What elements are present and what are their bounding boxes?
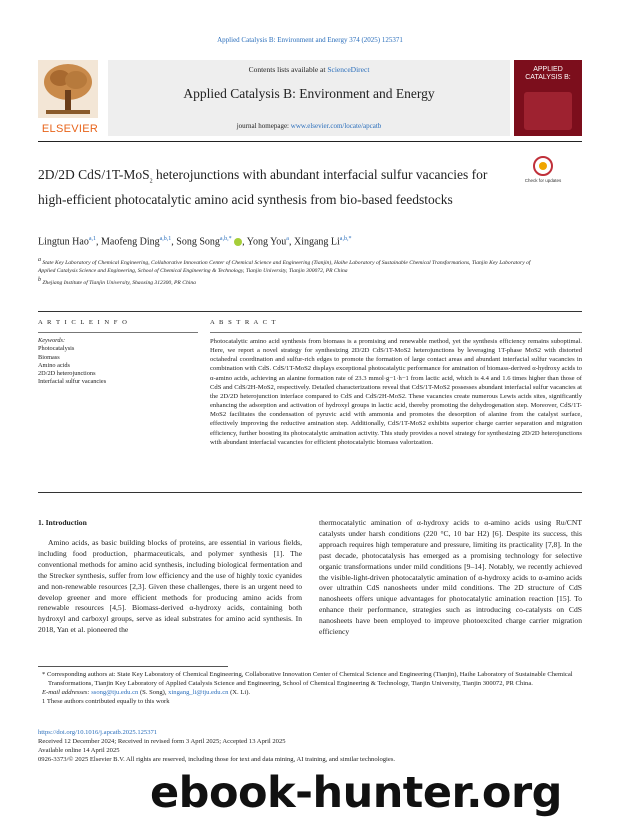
email-link-song[interactable]: ssong@tju.edu.cn [91,688,139,696]
affiliation-text: State Key Laboratory of Chemical Engineering, Collaborative Innovation Center of Chemical Science and Engineering (Tianjin), Haihe Laboratory of Sustainable Chemical Transformations, Tianjin Key Laboratory of Applied Catalysis Science and Engineering, School of Chemical Engineering & Technology, Tianjin University, Tianjin 300072, PR China [38,259,531,275]
section-divider [38,311,582,312]
keywords-block [38,337,198,387]
author-affiliation-marker[interactable]: a,b,* [219,236,232,242]
elsevier-logo [38,60,102,136]
journal-title: Applied Catalysis B: Environment and Energy [183,86,435,101]
email-link-li[interactable]: xingang_li@tju.edu.cn [168,688,229,696]
received-dates: Received 12 December 2024; Received in revised form 3 April 2025; Accepted 13 April 2025 [38,738,286,745]
cover-title [514,66,582,82]
author-name[interactable]: Xingang Li [293,236,340,248]
abstract-heading: A B S T R A C T [210,319,278,326]
check-updates-icon [533,156,553,176]
email-owner: (S. Song), [138,688,169,696]
check-for-updates-button[interactable] [523,156,563,190]
article-history [38,728,582,764]
article-title [38,166,498,208]
elsevier-tree-icon [38,60,98,118]
email-label: E-mail addresses: [42,688,92,696]
doi-link[interactable]: https://doi.org/10.1016/j.apcatb.2025.125371 [38,729,158,736]
keyword: Interfacial sulfur vacancies [38,378,107,386]
copyright: 0926-3373/© 2025 Elsevier B.V. All rights are reserved, including those for text and data mining, AI training, and similar technologies. [38,756,396,763]
contents-prefix: Contents lists available at [248,65,328,74]
cover-title-line: APPLIED [533,66,563,73]
email-note [38,689,582,698]
introduction-left-column: Amino acids, as basic building blocks of proteins, are essential in various fields, including food production, pharmaceuticals, and polymer synthesis [1]. The conventional methods for amino acid synthesis, including biological fermentation and the Strecker synthesis, suffer from low efficiency and the use of highly toxic cyanides and non-renewable resources [2,3]. Given these challenges, there is an urgent need to develop greener and more efficient methods for producing amino acids from renewable resources [4,5]. Biomass-derived α-hydroxy acids, containing both hydroxyl and carboxyl groups, serve as ideal substrates for amino acid synthesis. In 2018, Yan et al. pioneered the [38,538,302,635]
affiliation-b [38,276,548,287]
check-updates-label: Check for updates [524,178,562,183]
sciencedirect-link[interactable]: ScienceDirect [327,65,370,74]
author-name[interactable]: Maofeng Ding [101,236,160,248]
journal-reference-link[interactable]: Applied Catalysis B: Environment and Energy 374 (2025) 125371 [217,36,403,44]
cover-graphic [524,92,572,130]
email-owner: (X. Li). [228,688,251,696]
author-name[interactable]: Lingtun Hao [38,236,89,248]
author-affiliation-marker[interactable]: a,b,1 [159,236,172,242]
header-divider [38,141,582,142]
affiliation-a [38,256,548,276]
abstract-divider [210,332,582,333]
title-part1: 2D/2D CdS/1T-MoS [38,167,150,182]
article-info-heading: A R T I C L E I N F O [38,319,129,326]
keywords-label: Keywords: [38,337,66,344]
author-affiliation-marker[interactable]: a,b,* [339,236,352,242]
orcid-icon[interactable] [234,238,242,246]
author-name[interactable]: Song Song [176,236,220,248]
introduction-heading: 1. Introduction [38,518,87,527]
affiliation-label: b [38,276,41,283]
journal-header-box [108,60,510,136]
keyword: Amino acids [38,361,71,369]
affiliation-text: Zhejiang Institute of Tianjin University, Shaoxing 312300, PR China [42,279,196,286]
journal-cover-thumbnail[interactable] [514,60,582,136]
journal-masthead [38,60,582,138]
author-name[interactable]: Yong You [246,236,287,248]
title-part2: heterojunctions with abundant interfacial sulfur vacancies for high-efficient photocatalytic amino acid synthesis from bio-based feedstocks [38,167,488,207]
footnotes [38,671,582,707]
elsevier-wordmark: ELSEVIER [41,123,99,135]
article-info-divider [38,332,198,333]
homepage-line [108,122,510,130]
footnote-divider [38,666,228,667]
equal-contribution-note: 1 These authors contributed equally to this work [42,697,170,705]
journal-homepage-link[interactable]: www.elsevier.com/locate/apcatb [290,122,382,130]
author-affiliation-marker[interactable]: a,1 [88,236,96,242]
affiliations [38,256,548,287]
corresponding-author-note: * Corresponding authors at: State Key Laboratory of Chemical Engineering, Collaborative Innovation Center of Chemical Science and Engineering (Tianjin), Haihe Laboratory of Sustainable Chemical Transformations, Tianjin Key Laboratory of Applied Catalysis Science and Engineering, School of Chemical Engineering & Technology, Tianjin University, Tianjin 300072, PR China. [42,671,573,687]
author-list: Lingtun Hao$^{a,1}$, Maofeng Ding$^{a,b,1}$, Song Song$^{a,b,*}$ , Yong You$^a$, Xingang $Li^{a,b,*}$ [38,236,352,248]
available-online: Available online 14 April 2025 [38,747,120,754]
cover-title-line: CATALYSIS B: [525,74,571,81]
author-affiliation-marker[interactable]: a [286,236,289,242]
abstract-text: Photocatalytic amino acid synthesis from biomass is a promising and renewable method, yet the synthesis efficiency remains suboptimal. Here, we report a novel strategy for synthesizing 2D/2D CdS/1T-MoS2 heterojunctions by leveraging 1T-phase MoS2 with distorted octahedral coordination and sulfur-rich edges to promote the formation of large contact areas and abundant interfacial sulfur vacancies in combination with CdS. CdS/1T-MoS2 displays exceptional photocatalytic performance for amination of biomass-derived α-hydroxy acids to α-amino acids, achieving an alanine formation rate of 23.3 mmol·g−1·h−1 from lactic acid, which is 4.4 and 1.6 times higher than those of CdS and CdS/2H-MoS2, respectively. Detailed characterizations reveal that CdS/1T-MoS2 possesses abundant interfacial sulfur vacancies at the 2D/2D heterojunction interface compared to CdS and CdS/2H-MoS2. These vacancies create numerous Lewis acids sites, significantly enhancing the adsorption and activation of hydroxyl groups in lactic acid, thereby promoting the dehydrogenation step. Moreover, CdS/1T-MoS2 facilitates the condensation of pyruvic acid with ammonia and promotes the desorption of alanine from the catalyst surface, effectively improving the reductive amination step. Additionally, CdS/1T-MoS2 exhibits superior charge carrier separation and migration efficiency, further boosting its photocatalytic amination activity. This study provides a novel strategy for synthesizing 2D/2D heterojunctions with abundant interfacial vacancies for efficient photocatalytic biomass valorization. [210,338,582,446]
affiliation-label: a [38,257,41,263]
title-subscript: 2 [149,178,153,185]
keyword: Biomass [38,353,60,361]
keyword: 2D/2D heterojunctions [38,370,96,378]
section-divider [38,492,582,493]
contents-line [108,65,510,74]
watermark: ebook-hunter.org [150,768,562,818]
homepage-prefix: journal homepage: [236,122,291,130]
keyword: Photocatalysis [38,345,75,353]
introduction-right-column: thermocatalytic amination of α-hydroxy acids to α-amino acids using Ru/CNT catalysts under harsh conditions (220 °C, 10 bar H2) [6]. Despite its success, this approach requires high temperature and pressure, limiting its practicality [7,8]. In the past decade, photocatalysis has emerged as a promising technology for selective organic transformations under mild conditions [9–14]. Notably, we recently achieved the visible-light-driven photocatalytic amination of α-hydroxy acids to α-amino acids over ultrathin CdS nanosheets under mild conditions. The 2D structure of CdS nanosheets offers unique advantages for photocatalytic amination reaction [15]. To enhance their performance, strategies such as introducing co-catalysts on CdS nanosheets have been employed to improve photoexcited charge carrier migration efficiency [319,518,582,637]
